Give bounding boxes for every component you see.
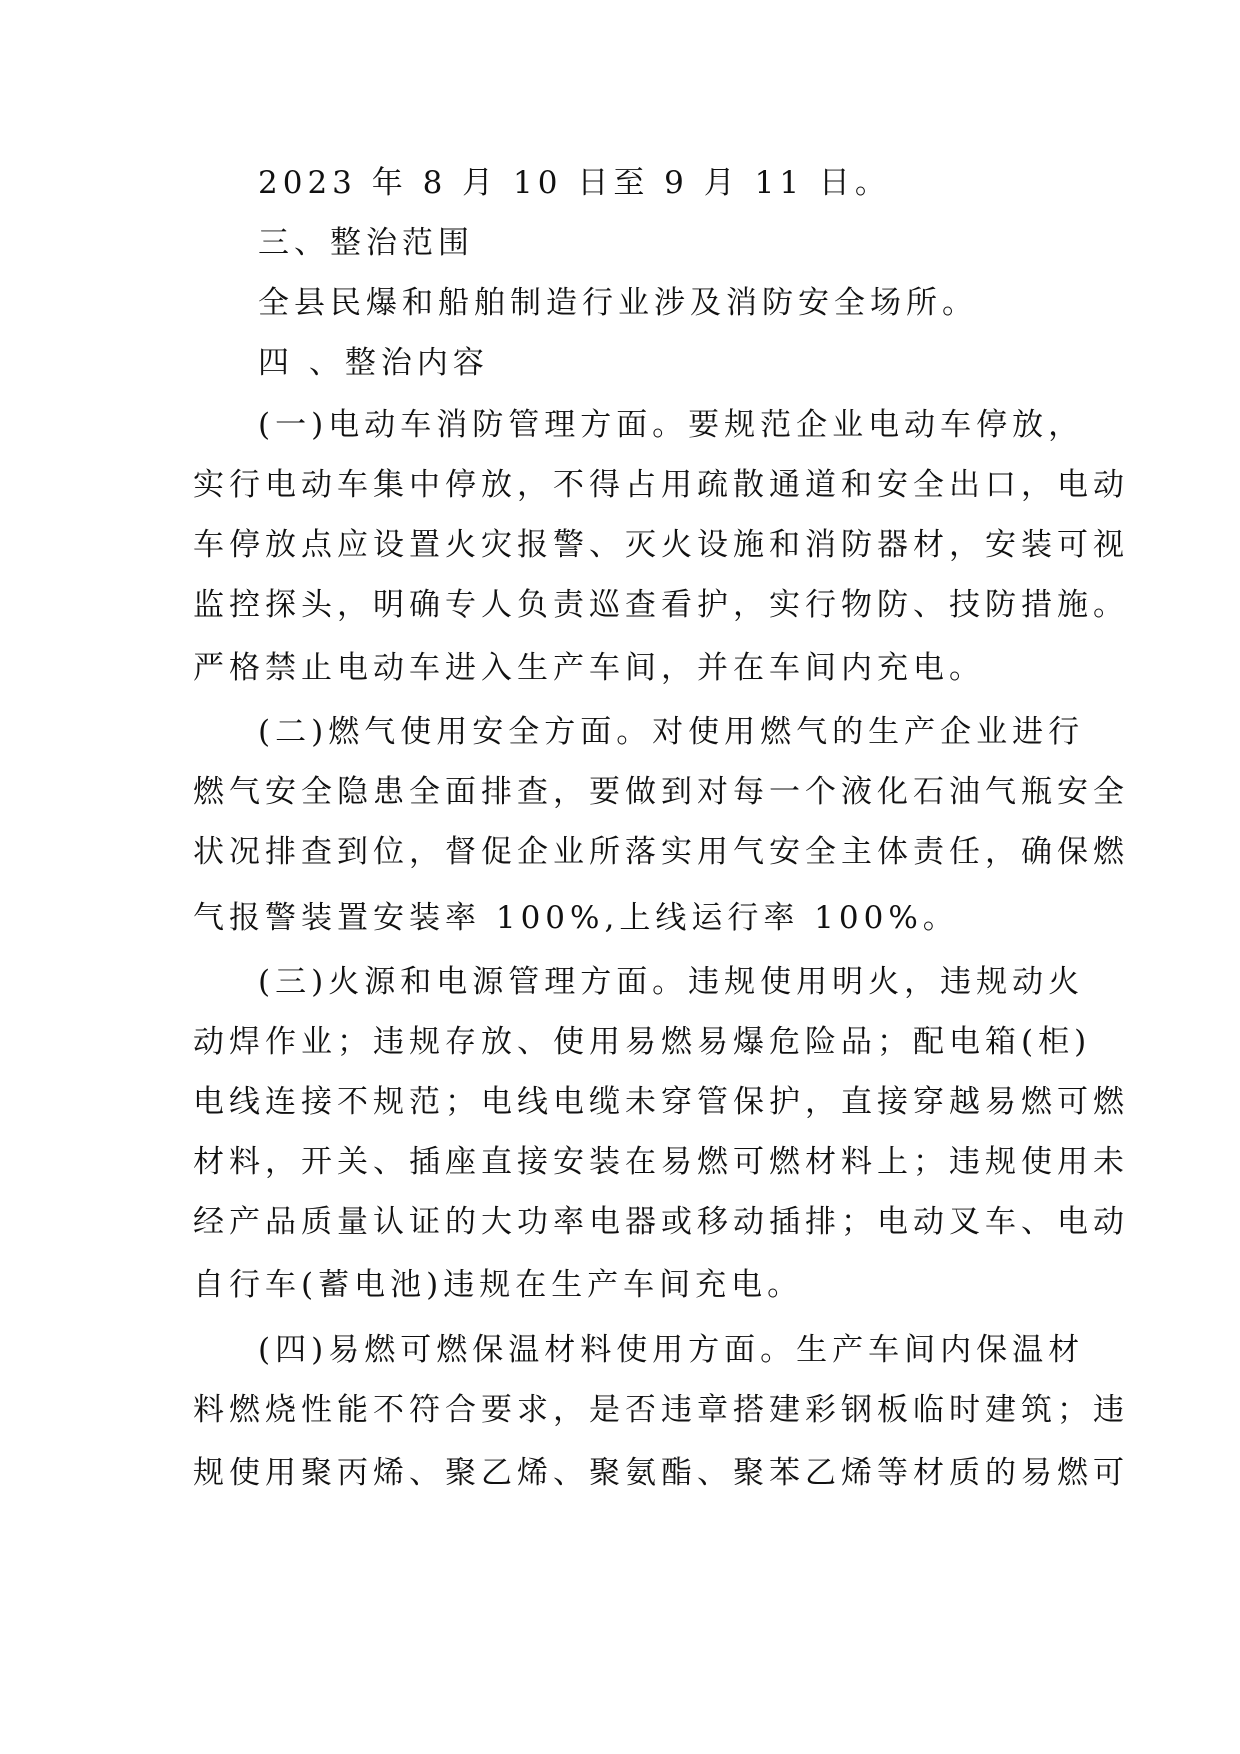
paragraph-line: 严格禁止电动车进入生产车间，并在车间内充电。 (193, 650, 985, 686)
paragraph-line: (四)易燃可燃保温材料使用方面。生产车间内保温材 (258, 1332, 1085, 1368)
paragraph-line: 经产品质量认证的大功率电器或移动插排；电动叉车、电动 (193, 1204, 1129, 1240)
section-four-heading: 四 、整治内容 (258, 345, 489, 381)
scope-text: 全县民爆和船舶制造行业涉及消防安全场所。 (258, 285, 978, 321)
paragraph-line: 动焊作业；违规存放、使用易燃易爆危险品；配电箱(柜) (193, 1024, 1092, 1060)
paragraph-line: (三)火源和电源管理方面。违规使用明火，违规动火 (258, 964, 1085, 1000)
paragraph-line: 材料，开关、插座直接安装在易燃可燃材料上；违规使用未 (193, 1144, 1129, 1180)
paragraph-line: 料燃烧性能不符合要求，是否违章搭建彩钢板临时建筑；违 (193, 1392, 1129, 1428)
paragraph-line: 燃气安全隐患全面排查，要做到对每一个液化石油气瓶安全 (193, 774, 1129, 810)
paragraph-line: (二)燃气使用安全方面。对使用燃气的生产企业进行 (258, 714, 1085, 750)
paragraph-line: 监控探头，明确专人负责巡查看护，实行物防、技防措施。 (193, 587, 1129, 623)
paragraph-line: 规使用聚丙烯、聚乙烯、聚氨酯、聚苯乙烯等材质的易燃可 (193, 1455, 1129, 1491)
paragraph-line: 电线连接不规范；电线电缆未穿管保护，直接穿越易燃可燃 (193, 1084, 1129, 1120)
paragraph-line: 气报警装置安装率 100%,上线运行率 100%。 (193, 900, 959, 936)
paragraph-line: 自行车(蓄电池)违规在生产车间充电。 (193, 1267, 804, 1303)
date-range-line: 2023 年 8 月 10 日至 9 月 11 日。 (258, 165, 891, 201)
paragraph-line: (一)电动车消防管理方面。要规范企业电动车停放， (258, 407, 1085, 443)
section-three-heading: 三、整治范围 (258, 225, 474, 261)
paragraph-line: 实行电动车集中停放，不得占用疏散通道和安全出口，电动 (193, 467, 1129, 503)
paragraph-line: 状况排查到位，督促企业所落实用气安全主体责任，确保燃 (193, 834, 1129, 870)
paragraph-line: 车停放点应设置火灾报警、灭火设施和消防器材，安装可视 (193, 527, 1129, 563)
